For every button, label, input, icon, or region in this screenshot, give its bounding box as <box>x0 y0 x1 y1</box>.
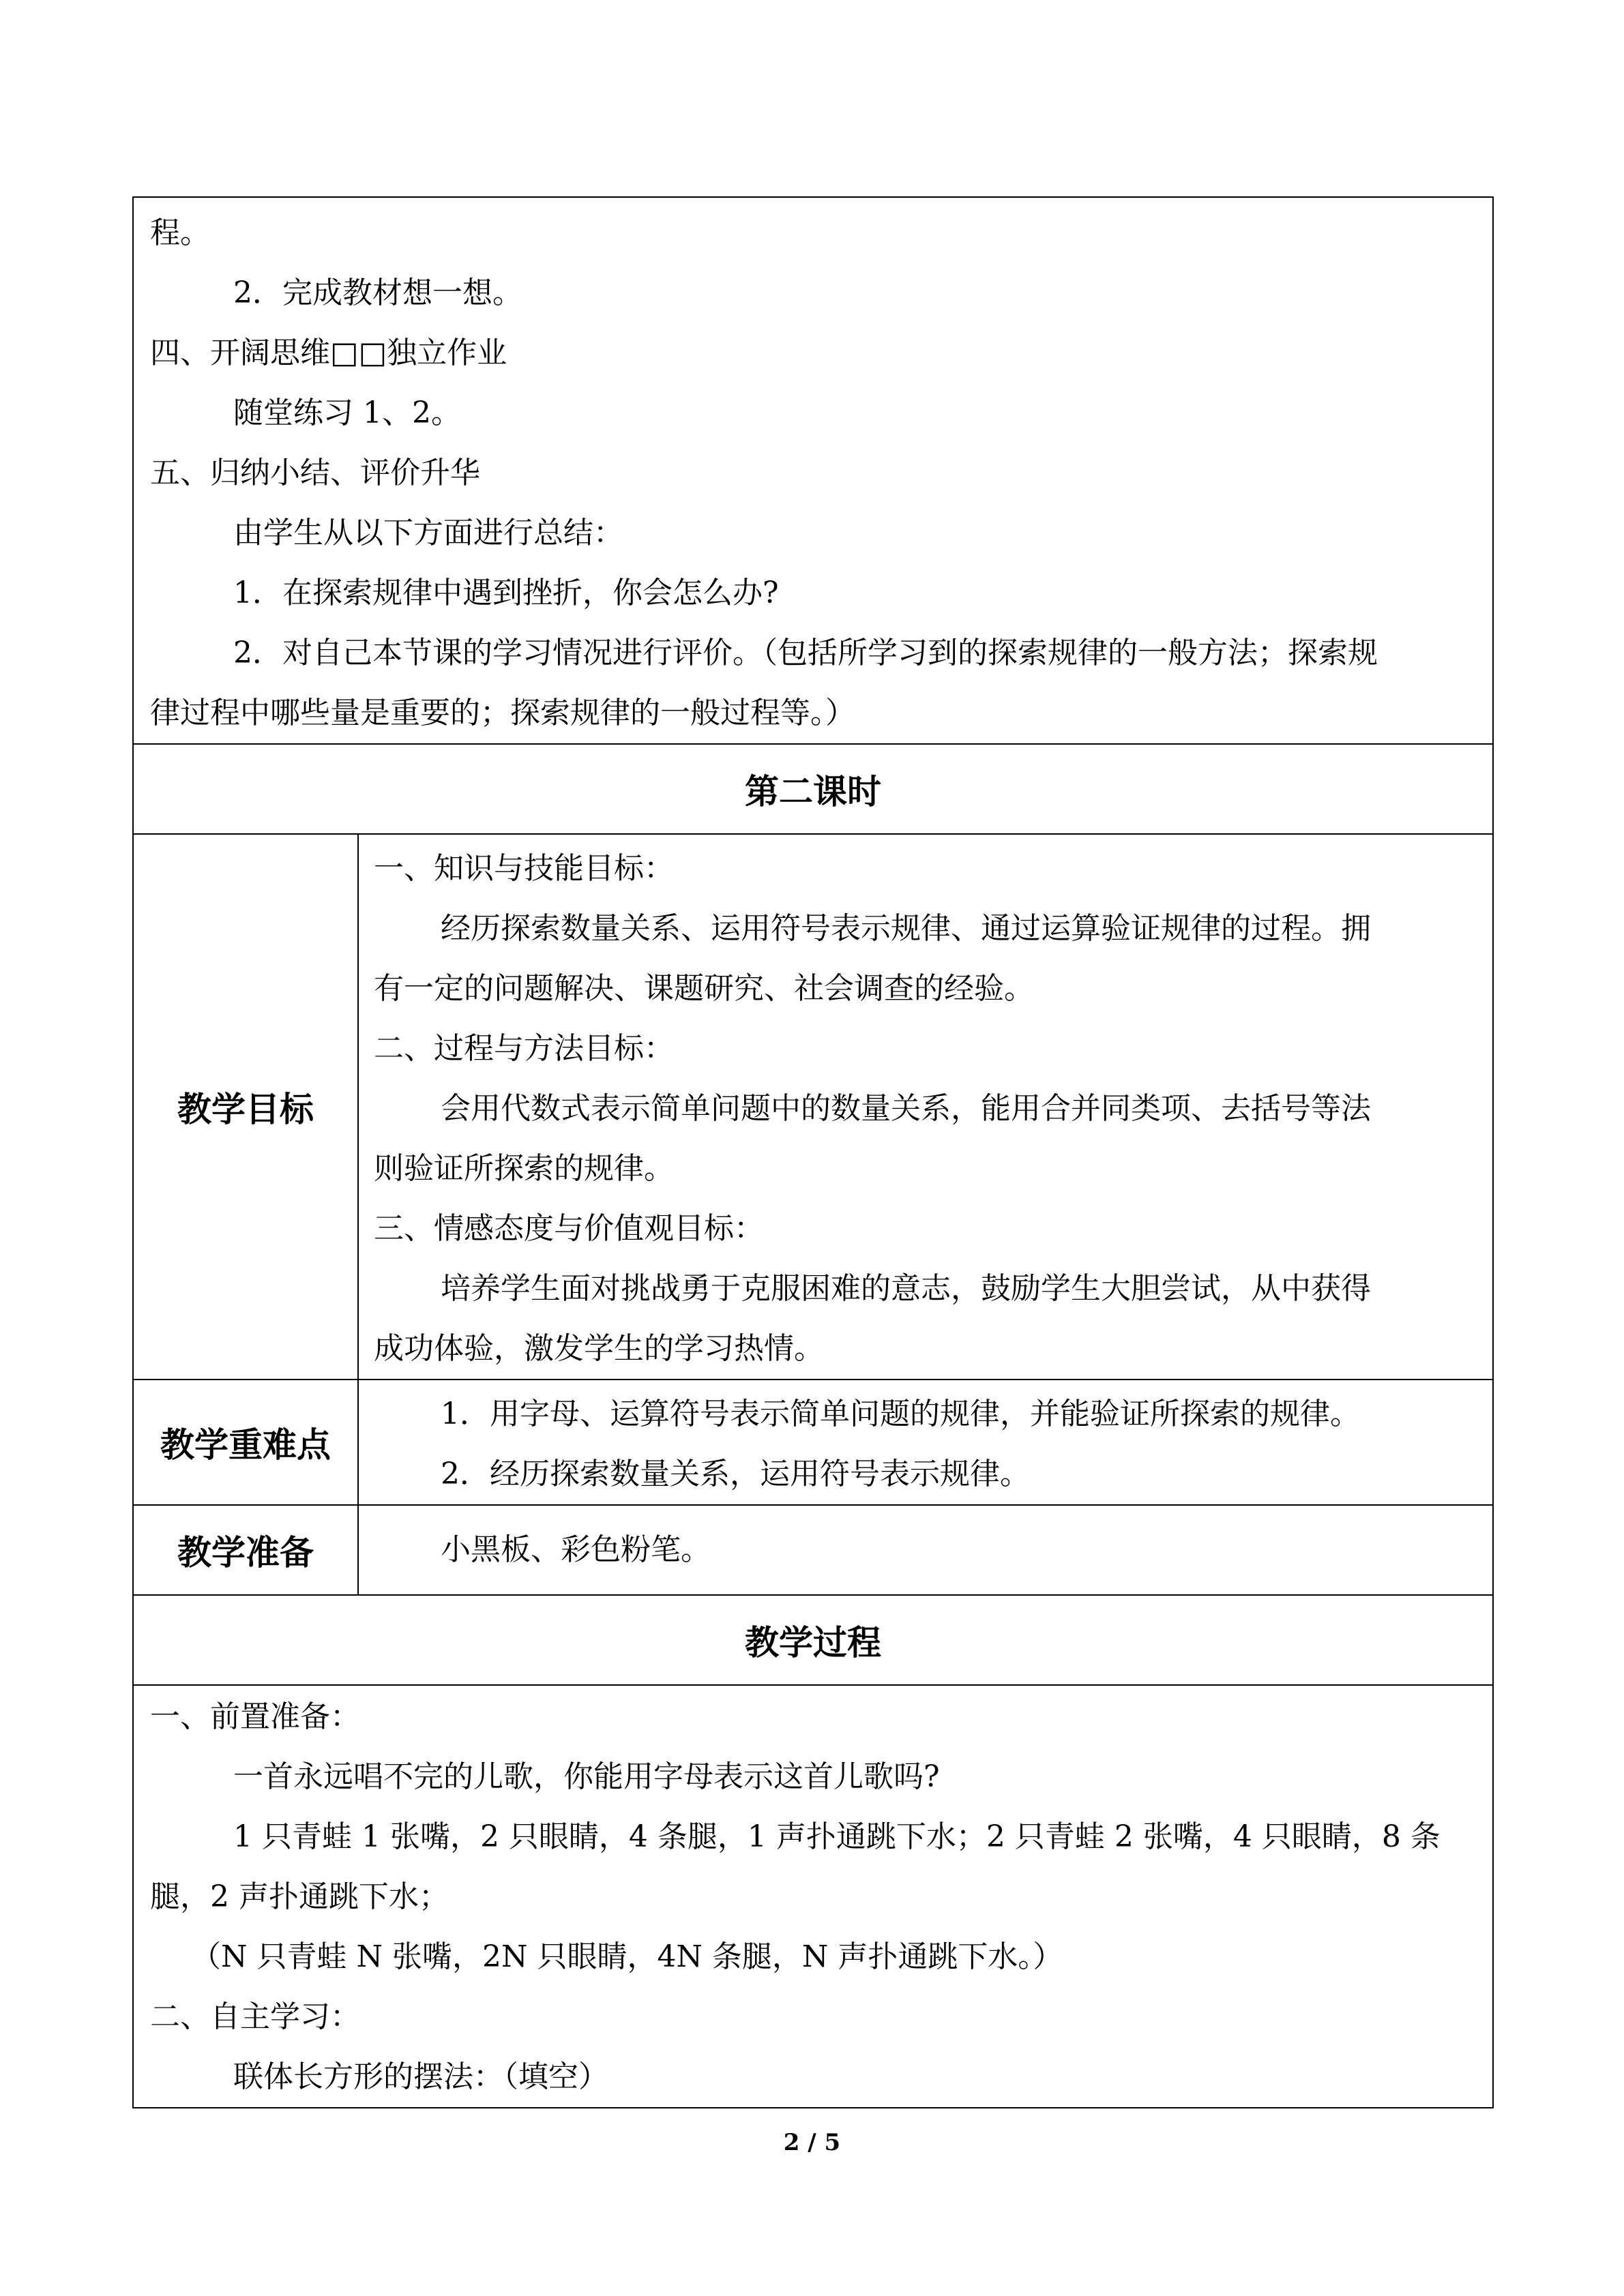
text-line: 成功体验，激发学生的学习热情。 <box>374 1331 824 1366</box>
continuation-text <box>133 197 1493 744</box>
text-line: 2．经历探索数量关系，运用符号表示规律。 <box>441 1457 1030 1491</box>
objectives-content <box>358 834 1493 1380</box>
text-line: 二、自主学习： <box>150 1999 360 2034</box>
process-title-row <box>133 1595 1493 1685</box>
text-line: 由学生从以下方面进行总结： <box>233 516 623 550</box>
text-line: 1．用字母、运算符号表示简单问题的规律，并能验证所探索的规律。 <box>441 1397 1360 1431</box>
text-line: 经历探索数量关系、运用符号表示规律、通过运算验证规律的过程。拥 <box>441 911 1371 946</box>
preparation-text: 小黑板、彩色粉笔。 <box>441 1532 711 1567</box>
text-line: 律过程中哪些量是重要的；探索规律的一般过程等。） <box>150 696 855 730</box>
preparation-row <box>133 1505 1493 1595</box>
text-line: 一、知识与技能目标： <box>374 851 674 886</box>
text-line: 则验证所探索的规律。 <box>374 1151 674 1186</box>
objectives-row <box>133 834 1493 1380</box>
page-number: 2 / 5 <box>783 2129 841 2156</box>
preparation-content <box>358 1505 1493 1595</box>
process-row <box>133 1685 1493 2108</box>
text-line: 1 只青蛙 1 张嘴，2 只眼睛，4 条腿，1 声扑通跳下水；2 只青蛙 2 张嘴，4 只眼睛，8 条 <box>233 1819 1441 1854</box>
text-line: 2．对自己本节课的学习情况进行评价。（包括所学习到的探索规律的一般方法；探索规 <box>233 636 1378 670</box>
text-line: 一首永远唱不完的儿歌，你能用字母表示这首儿歌吗? <box>233 1759 940 1794</box>
text-line: 一、前置准备： <box>150 1699 360 1734</box>
key-points-row <box>133 1380 1493 1505</box>
text-line: 随堂练习 1、2。 <box>233 396 461 430</box>
section-title: 第二课时 <box>133 744 1493 834</box>
key-points-label: 教学重难点 <box>133 1380 358 1505</box>
lesson-plan-table <box>132 196 1494 2108</box>
objectives-label: 教学目标 <box>133 834 358 1380</box>
process-title: 教学过程 <box>133 1595 1493 1685</box>
text-line: 会用代数式表示简单问题中的数量关系，能用合并同类项、去括号等法 <box>441 1091 1371 1126</box>
preparation-label: 教学准备 <box>133 1505 358 1595</box>
text-line: 四、开阔思维□□独立作业 <box>150 336 507 370</box>
text-line: 1．在探索规律中遇到挫折，你会怎么办? <box>233 576 779 610</box>
section-title-row <box>133 744 1493 834</box>
process-content <box>133 1685 1493 2108</box>
text-line: 程。 <box>150 215 210 250</box>
text-line: 有一定的问题解决、课题研究、社会调查的经验。 <box>374 971 1034 1006</box>
text-line: 三、情感态度与价值观目标： <box>374 1211 764 1246</box>
text-line: 五、归纳小结、评价升华 <box>150 456 480 490</box>
text-line: 2．完成教材想一想。 <box>233 275 522 310</box>
text-line: 培养学生面对挑战勇于克服困难的意志，鼓励学生大胆尝试，从中获得 <box>441 1271 1371 1306</box>
text-line: 联体长方形的摆法：（填空） <box>233 2059 608 2094</box>
text-line: （N 只青蛙 N 张嘴，2N 只眼睛，4N 条腿，N 声扑通跳下水。） <box>191 1939 1063 1974</box>
key-points-content <box>358 1380 1493 1505</box>
text-line: 腿，2 声扑通跳下水； <box>150 1879 449 1914</box>
text-line: 二、过程与方法目标： <box>374 1031 674 1066</box>
continuation-row <box>133 197 1493 744</box>
